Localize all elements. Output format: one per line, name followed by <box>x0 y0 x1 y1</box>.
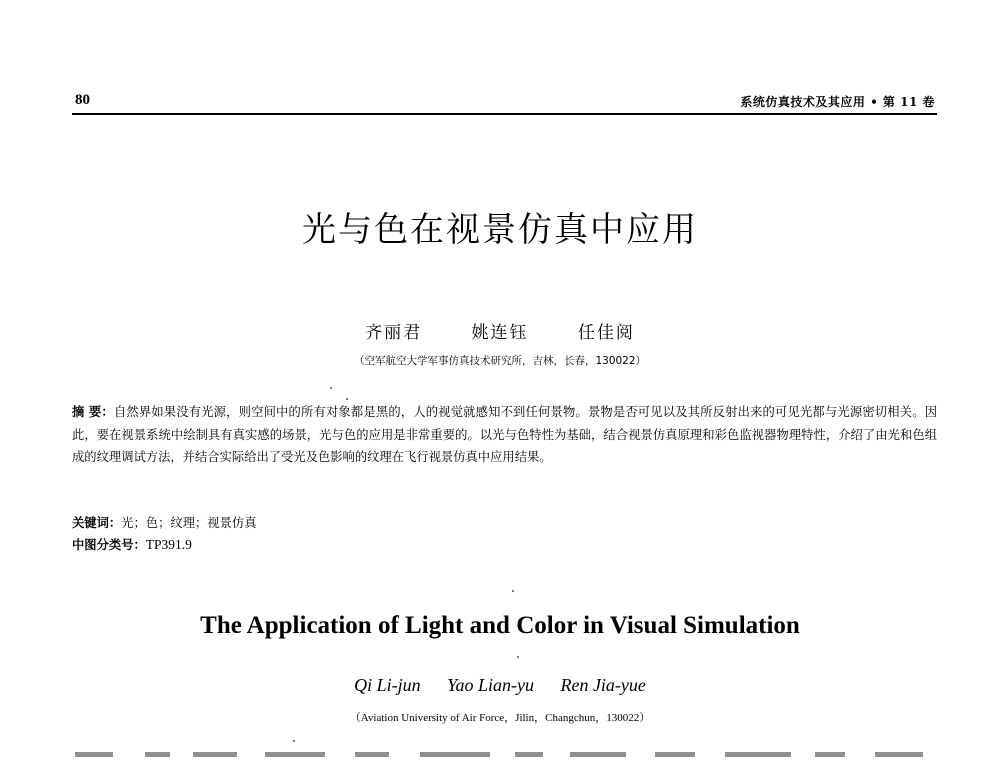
scan-speck <box>346 398 348 400</box>
author-en-1: Qi Li-jun <box>354 675 421 695</box>
classification-number <box>72 535 192 553</box>
chinese-affiliation: （空军航空大学军事仿真技术研究所，吉林，长春，130022） <box>353 355 647 367</box>
running-head: 系统仿真技术及其应用 • 第 11 卷 <box>740 95 935 109</box>
author-en-3: Ren Jia-yue <box>560 675 646 695</box>
scan-speck <box>330 387 332 389</box>
author-cn-1: 齐丽君 <box>365 323 423 343</box>
abstract <box>72 401 937 469</box>
header-rule <box>72 113 937 115</box>
classification-label: 中图分类号： <box>72 538 146 552</box>
chinese-title: 光与色在视景仿真中应用 <box>302 210 698 250</box>
english-authors <box>0 675 1000 696</box>
classification-value: TP391.9 <box>145 537 192 552</box>
keywords <box>72 513 256 531</box>
keywords-label: 关键词： <box>72 516 122 530</box>
english-affiliation: （Aviation University of Air Force，Jilin，Changchun，130022） <box>349 712 651 724</box>
cropped-text-line <box>75 748 937 760</box>
scan-speck <box>512 590 514 592</box>
english-title: The Application of Light and Color in Visual Simulation <box>200 612 800 639</box>
abstract-label: 摘 要： <box>72 405 114 419</box>
abstract-text: 自然界如果没有光源，则空间中的所有对象都是黑的，人的视觉就感知不到任何景物。景物是否可见以及其所反射出来的可见光都与光源密切相关。因此，要在视景系统中绘制具有真实感的场景，光与色的应用是非常重要的。以光与色特性为基础，结合视景仿真原理和彩色监视器物理特性，介绍了由光和色组成的纹理调试方法，并结合实际给出了受光及色影响的纹理在飞行视景仿真中应用结果。 <box>72 405 937 464</box>
chinese-authors <box>0 318 1000 343</box>
author-en-2: Yao Lian-yu <box>447 675 534 695</box>
keywords-text: 光；色；纹理；视景仿真 <box>121 516 257 530</box>
author-cn-2: 姚连钰 <box>471 323 529 343</box>
scan-speck <box>293 740 295 742</box>
scan-speck <box>517 656 519 658</box>
author-cn-3: 任佳阅 <box>577 323 635 343</box>
page-number: 80 <box>75 92 90 108</box>
